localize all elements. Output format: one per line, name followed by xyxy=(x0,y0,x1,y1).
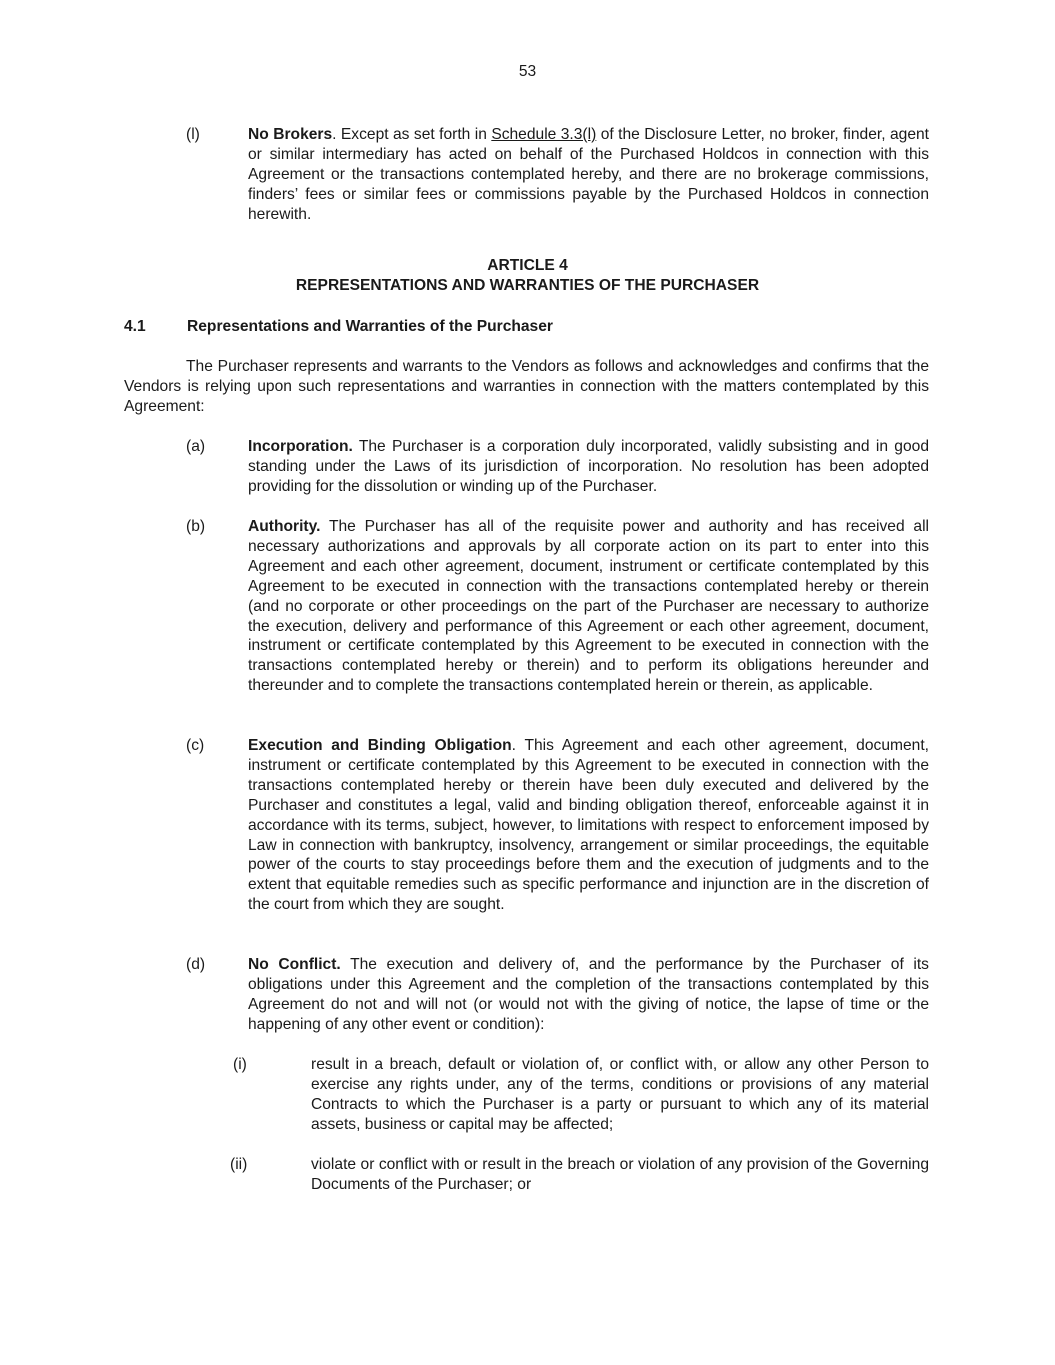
article-title: REPRESENTATIONS AND WARRANTIES OF THE PURCHASER xyxy=(295,277,760,294)
clause-title: Execution and Binding Obligation xyxy=(248,737,512,754)
clause-marker: (c) xyxy=(186,737,205,754)
clause-marker: (b) xyxy=(186,518,206,535)
clause-title: No Conflict. xyxy=(248,956,341,973)
article-number: ARTICLE 4 xyxy=(487,257,568,274)
clause-body: . Except as set forth in xyxy=(332,126,492,143)
clause-title: Authority. xyxy=(248,518,321,535)
section-title: Representations and Warranties of the Purchaser xyxy=(187,318,553,335)
clause-text xyxy=(248,517,929,696)
clause-title: Incorporation. xyxy=(248,438,353,455)
clause-text xyxy=(248,437,929,497)
clause-body: of the Disclosure Letter, no broker, finder, agent or similar intermediary has acted on behalf of the Purchased Holdcos in connection with this Agreement or the transactions contemplated hereby, and there are no brokerage commissions, finders’ fees or similar fees or commissions payable by the Purchased Holdcos in connection herewith. xyxy=(248,126,930,223)
clause-body: The Purchaser has all of the requisite power and authority and has received all necessary authorizations and approvals by all corporate action on its part to enter into this Agreement and each other agreement, document, instrument or certificate contemplated by this Agreement to be executed in connection with the transactions contemplated hereby or therein (and no corporate or other proceedings on the part of the Purchaser are necessary to authorize the execution, delivery and performance of this Agreement or each other agreement, document, instrument or certificate contemplated by this Agreement to be executed in connection with the transactions contemplated hereby or therein) and to perform its obligations hereunder and thereunder and to complete the transactions contemplated herein or therein, as applicable. xyxy=(248,518,929,695)
section-intro-paragraph: The Purchaser represents and warrants to the Vendors as follows and acknowledges and confirms that the Vendors is relying upon such representations and warranties in connection with the matters contemplated by this Agreement: xyxy=(124,358,929,415)
section-number: 4.1 xyxy=(124,318,146,335)
subclause-marker: (ii) xyxy=(230,1156,248,1173)
clause-body: The execution and delivery of, and the performance by the Purchaser of its obligations under this Agreement and the completion of the transactions contemplated by this Agreement do not and will not (or would not with the giving of notice, the lapse of time or the happening of any other event or condition): xyxy=(248,956,929,1033)
subclause-marker: (i) xyxy=(233,1056,247,1073)
clause-text xyxy=(248,955,929,1035)
clause-marker: (d) xyxy=(186,956,206,973)
subclause-text: violate or conflict with or result in the breach or violation of any provision of the Governing Documents of the Purchaser; or xyxy=(311,1156,929,1193)
clause-text xyxy=(248,736,929,915)
clause-marker: (l) xyxy=(186,126,200,143)
subclause-text: result in a breach, default or violation of, or conflict with, or allow any other Person to exercise any rights under, any of the terms, conditions or provisions of any material Contracts to which the Purchaser is a party or pursuant to which any of its material assets, business or capital may be affected; xyxy=(311,1056,929,1133)
page-number: 53 xyxy=(518,63,537,80)
clause-text xyxy=(248,125,929,225)
schedule-reference: Schedule 3.3(l) xyxy=(491,126,597,143)
clause-body: The Purchaser is a corporation duly incorporated, validly subsisting and in good standing under the Laws of its jurisdiction of incorporation. No resolution has been adopted providing for the dissolution or winding up of the Purchaser. xyxy=(248,438,929,495)
clause-marker: (a) xyxy=(186,438,206,455)
clause-title: No Brokers xyxy=(248,126,333,143)
clause-body: . This Agreement and each other agreement, document, instrument or certificate contemplated by this Agreement to be executed in connection with the transactions contemplated hereby or therein have been duly executed and delivered by the Purchaser and constitutes a legal, valid and binding obligation thereof, enforceable against it in accordance with its terms, subject, however, to limitations with respect to enforcement imposed by Law in connection with bankruptcy, insolvency, arrangement or similar proceedings, the equitable power of the courts to stay proceedings before them and the execution of judgments and to the extent that equitable remedies such as specific performance and injunction are in the discretion of the court from which they are sought. xyxy=(248,737,929,914)
